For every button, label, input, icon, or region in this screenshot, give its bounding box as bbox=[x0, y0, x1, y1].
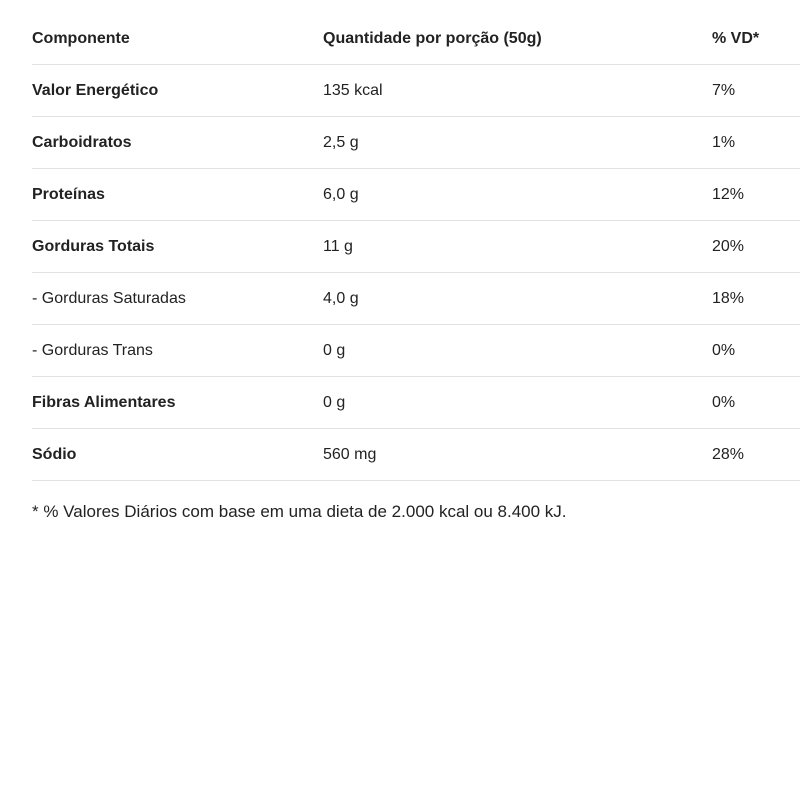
row-name: Gorduras Totais bbox=[32, 237, 155, 255]
row-quantity: 560 mg bbox=[323, 445, 377, 463]
table-row bbox=[32, 273, 800, 325]
table-row bbox=[32, 117, 800, 169]
row-name: - Gorduras Saturadas bbox=[32, 289, 186, 307]
table-row bbox=[32, 325, 800, 377]
row-vd: 1% bbox=[712, 133, 736, 151]
table-row bbox=[32, 65, 800, 117]
row-name: Sódio bbox=[32, 445, 77, 463]
table-header-row bbox=[32, 13, 800, 65]
nutrition-table bbox=[32, 13, 800, 481]
row-name: Proteínas bbox=[32, 185, 105, 203]
table-row bbox=[32, 377, 800, 429]
row-vd: 0% bbox=[712, 393, 736, 411]
table-row bbox=[32, 429, 800, 481]
header-quantity: Quantidade por porção (50g) bbox=[323, 29, 542, 47]
row-name: Carboidratos bbox=[32, 133, 132, 151]
row-quantity: 4,0 g bbox=[323, 289, 359, 307]
header-vd: % VD* bbox=[712, 29, 760, 47]
row-vd: 0% bbox=[712, 341, 736, 359]
footnote: * % Valores Diários com base em uma dieta de 2.000 kcal ou 8.400 kJ. bbox=[32, 502, 567, 521]
row-vd: 18% bbox=[712, 289, 745, 307]
row-vd: 12% bbox=[712, 185, 745, 203]
row-quantity: 135 kcal bbox=[323, 81, 383, 99]
header-component: Componente bbox=[32, 29, 130, 47]
row-quantity: 6,0 g bbox=[323, 185, 359, 203]
table-row bbox=[32, 221, 800, 273]
row-vd: 28% bbox=[712, 445, 745, 463]
row-name: Fibras Alimentares bbox=[32, 393, 176, 411]
row-quantity: 11 g bbox=[323, 237, 353, 255]
row-vd: 7% bbox=[712, 81, 736, 99]
row-name: - Gorduras Trans bbox=[32, 341, 153, 359]
table-row bbox=[32, 169, 800, 221]
row-vd: 20% bbox=[712, 237, 745, 255]
row-name: Valor Energético bbox=[32, 81, 159, 99]
row-quantity: 2,5 g bbox=[323, 133, 359, 151]
row-quantity: 0 g bbox=[323, 341, 346, 359]
row-quantity: 0 g bbox=[323, 393, 346, 411]
